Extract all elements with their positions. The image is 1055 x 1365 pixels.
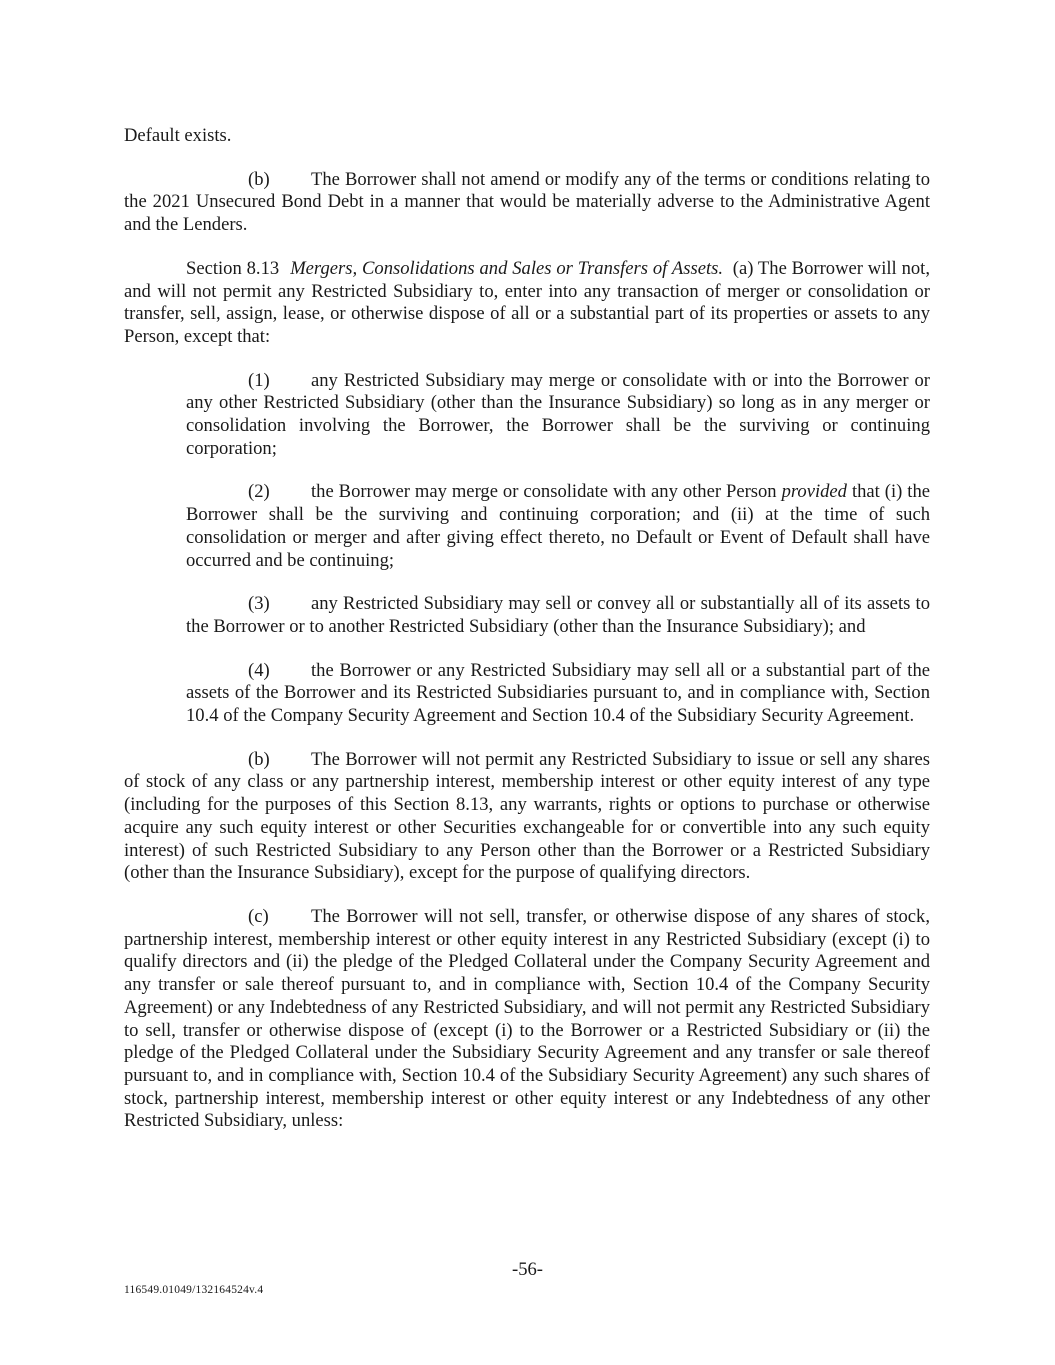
paragraph-text: The Borrower will not sell, transfer, or otherwise dispose of any shares of stock, partnership interest, membership interest or other equity interest in any Restricted Subsidiary (except (i) to qualify directors and (ii) the pledge of the Pledged Collateral under the Company Security Agreement and any transfer or sale thereof pursuant to, and in compliance with, Section 10.4 of the Company Security Agreement) or any Indebtedness of any Restricted Subsidiary, and will not permit any Restricted Subsidiary to sell, transfer or otherwise dispose of (except (i) to the Borrower or a Restricted Subsidiary or (ii) the pledge of the Pledged Collateral under the Subsidiary Security Agreement and any transfer or sale thereof pursuant to, and in compliance with, Section 10.4 of the Subsidiary Security Agreement) any such shares of stock, partnership interest, membership interest or other equity interest or any Indebtedness of any other Restricted Subsidiary, unless: (124, 905, 930, 1132)
carryover-text: Default exists. (124, 125, 232, 146)
section-intro-text: (a) The Borrower will not, and will not permit any Restricted Subsidiary to, enter into any transaction of merger or consolidation or transfer, sell, assign, lease, or otherwise dispose of all or a substantial part of its properties or assets to any Person, except that: (124, 257, 930, 347)
item-label: (2) (248, 481, 270, 503)
item-text: the Borrower may merge or consolidate with any other Person (311, 481, 777, 503)
paragraph-c-dispose-interests (124, 906, 930, 1133)
paragraph-b-subsidiary-stock (124, 749, 930, 885)
item-label: (4) (248, 659, 270, 681)
paragraph-label: (b) (248, 748, 270, 770)
section-8-13-intro (124, 258, 930, 349)
item-italic-term: provided (781, 481, 847, 503)
page-number: -56- (512, 1259, 543, 1280)
section-number: Section 8.13 (186, 257, 280, 279)
item-text: any Restricted Subsidiary may merge or consolidate with or into the Borrower or any other Restricted Subsidiary (other than the Insurance Subsidiary) so long as in any merger or consolidation involving the Borrower, the Borrower shall be the surviving or continuing corporation; (186, 369, 930, 459)
list-item (186, 660, 930, 728)
paragraph-label: (b) (248, 168, 270, 190)
list-item (186, 481, 930, 572)
section-title: Mergers, Consolidations and Sales or Transfers of Assets. (290, 257, 724, 279)
list-item (186, 593, 930, 638)
document-id: 116549.01049/132164524v.4 (124, 1284, 264, 1296)
item-label: (1) (248, 369, 270, 391)
item-text: the Borrower or any Restricted Subsidiary may sell all or a substantial part of the assets of the Borrower and its Restricted Subsidiaries pursuant to, and in compliance with, Section 10.4 of the Company Security Agreement and Section 10.4 of the Subsidiary Security Agreement. (186, 659, 930, 727)
paragraph-text: The Borrower shall not amend or modify any of the terms or conditions relating to the 2021 Unsecured Bond Debt in a manner that would be materially adverse to the Administrative Agent and the Lenders. (124, 168, 930, 236)
item-text: any Restricted Subsidiary may sell or convey all or substantially all of its assets to the Borrower or to another Restricted Subsidiary (other than the Insurance Subsidiary); and (186, 593, 930, 637)
item-text-continued: that (i) the Borrower shall be the surviving and continuing corporation; and (ii) at the time of such consolidation or merger and after giving effect thereto, no Default or Event of Default shall have occurred and be continuing; (186, 481, 931, 571)
paragraph-text: The Borrower will not permit any Restricted Subsidiary to issue or sell any shares of stock of any class or any partnership interest, membership interest or other equity interest of any type (including for the purposes of this Section 8.13, any warrants, rights or options to purchase or otherwise acquire any such equity interest or other Securities exchangeable for or convertible into any such equity interest) of such Restricted Subsidiary to any Person other than the Borrower or a Restricted Subsidiary (other than the Insurance Subsidiary), except for the purpose of qualifying directors. (124, 748, 930, 884)
paragraph-label: (c) (248, 905, 269, 927)
paragraph-b-bond-debt (124, 169, 930, 237)
item-label: (3) (248, 593, 270, 615)
page-body (124, 125, 930, 1154)
list-item (186, 370, 930, 461)
